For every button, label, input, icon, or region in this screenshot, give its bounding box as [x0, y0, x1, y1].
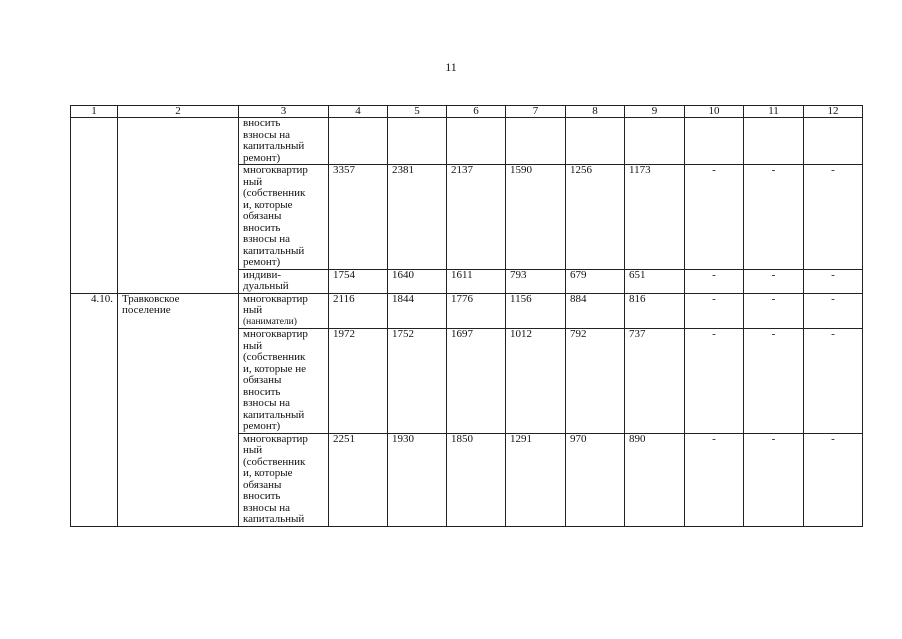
- housing-type-line: ный: [243, 304, 263, 316]
- housing-type-line: взносы на: [243, 501, 290, 514]
- value-cell: [685, 118, 744, 165]
- value-cell: 1850: [447, 433, 506, 526]
- value-cell: -: [685, 433, 744, 526]
- housing-type-cell: [239, 269, 329, 293]
- table-row: [71, 118, 863, 165]
- value-cell: 1590: [506, 165, 566, 270]
- column-header: 1: [71, 106, 118, 118]
- row-number-cell: [71, 118, 118, 294]
- value-cell: 1611: [447, 269, 506, 293]
- value-cell: [388, 118, 447, 165]
- value-cell: 1256: [566, 165, 625, 270]
- value-cell: 1972: [329, 329, 388, 434]
- value-cell: -: [685, 293, 744, 329]
- housing-type-line: индиви-: [243, 268, 282, 281]
- housing-type-line: (собственник: [243, 455, 306, 468]
- housing-type-line: ный: [243, 339, 263, 352]
- value-cell: [625, 118, 685, 165]
- value-cell: -: [804, 165, 863, 270]
- value-cell: 2381: [388, 165, 447, 270]
- value-cell: -: [685, 165, 744, 270]
- value-cell: -: [744, 269, 804, 293]
- column-header: 2: [118, 106, 239, 118]
- value-cell: -: [804, 269, 863, 293]
- page-number: 11: [445, 60, 457, 74]
- housing-type-line: ный: [243, 175, 263, 188]
- value-cell: 2116: [329, 293, 388, 329]
- housing-type-cell: [239, 329, 329, 434]
- value-cell: -: [804, 433, 863, 526]
- table-row: [71, 293, 863, 329]
- housing-type-line: ремонт): [243, 256, 281, 268]
- housing-type-line: взносы на: [243, 128, 290, 141]
- value-cell: 884: [566, 293, 625, 329]
- value-cell: -: [744, 165, 804, 270]
- housing-type-line: вносить: [243, 490, 281, 502]
- housing-type-line: вносить: [243, 385, 281, 398]
- settlement-cell: [118, 293, 239, 526]
- housing-type-line: ремонт): [243, 420, 281, 432]
- housing-type-line: ремонт): [243, 151, 281, 164]
- housing-type-note: (наниматели): [243, 316, 297, 327]
- settlement-cell: [118, 118, 239, 294]
- value-cell: 679: [566, 269, 625, 293]
- housing-type-line: обязаны: [243, 374, 282, 386]
- housing-type-line: обязаны: [243, 478, 282, 491]
- column-header: 8: [566, 106, 625, 118]
- value-cell: 1640: [388, 269, 447, 293]
- value-cell: [329, 118, 388, 165]
- column-header: 9: [625, 106, 685, 118]
- value-cell: 1291: [506, 433, 566, 526]
- column-header: 7: [506, 106, 566, 118]
- housing-type-cell: [239, 118, 329, 165]
- value-cell: [506, 118, 566, 165]
- column-header: 6: [447, 106, 506, 118]
- value-cell: [566, 118, 625, 165]
- value-cell: -: [744, 293, 804, 329]
- value-cell: 1930: [388, 433, 447, 526]
- housing-type-line: многоквартир: [243, 328, 308, 340]
- housing-type-line: многоквартир: [243, 292, 308, 305]
- housing-type-line: дуальный: [243, 280, 289, 292]
- value-cell: -: [744, 329, 804, 434]
- value-cell: 1752: [388, 329, 447, 434]
- column-header: 12: [804, 106, 863, 118]
- column-header: 5: [388, 106, 447, 118]
- value-cell: 1697: [447, 329, 506, 434]
- housing-type-cell: [239, 165, 329, 270]
- tariff-table: [70, 105, 863, 527]
- value-cell: 890: [625, 433, 685, 526]
- housing-type-line: (собственник: [243, 187, 306, 199]
- value-cell: 1844: [388, 293, 447, 329]
- housing-type-line: капитальный: [243, 513, 305, 525]
- housing-type-line: капитальный: [243, 408, 305, 421]
- housing-type-line: ный: [243, 444, 263, 456]
- row-number-cell: 4.10.: [71, 293, 118, 526]
- value-cell: 792: [566, 329, 625, 434]
- value-cell: 737: [625, 329, 685, 434]
- housing-type-line: многоквартир: [243, 432, 308, 445]
- value-cell: 1776: [447, 293, 506, 329]
- value-cell: -: [685, 329, 744, 434]
- housing-type-cell: [239, 433, 329, 526]
- value-cell: -: [744, 433, 804, 526]
- column-header: 3: [239, 106, 329, 118]
- housing-type-line: (собственник: [243, 351, 306, 363]
- value-cell: -: [685, 269, 744, 293]
- housing-type-line: и, которые: [243, 198, 293, 211]
- column-header: 10: [685, 106, 744, 118]
- value-cell: -: [804, 293, 863, 329]
- housing-type-line: и, которые: [243, 467, 293, 479]
- housing-type-line: вносить: [243, 117, 281, 129]
- value-cell: 2251: [329, 433, 388, 526]
- value-cell: 793: [506, 269, 566, 293]
- value-cell: 1173: [625, 165, 685, 270]
- value-cell: 651: [625, 269, 685, 293]
- column-header: 11: [744, 106, 804, 118]
- value-cell: 1754: [329, 269, 388, 293]
- column-number-row: [71, 106, 863, 118]
- value-cell: [744, 118, 804, 165]
- housing-type-line: капитальный: [243, 140, 305, 152]
- housing-type-line: капитальный: [243, 244, 305, 257]
- value-cell: [447, 118, 506, 165]
- housing-type-cell: [239, 293, 329, 329]
- value-cell: [804, 118, 863, 165]
- value-cell: 970: [566, 433, 625, 526]
- housing-type-line: и, которые не: [243, 362, 306, 375]
- housing-type-line: взносы на: [243, 397, 290, 409]
- settlement-line: поселение: [122, 304, 171, 316]
- housing-type-line: вносить: [243, 221, 281, 234]
- column-header: 4: [329, 106, 388, 118]
- settlement-line: Травковское: [122, 292, 180, 305]
- value-cell: -: [804, 329, 863, 434]
- housing-type-line: взносы на: [243, 233, 290, 245]
- value-cell: 1012: [506, 329, 566, 434]
- housing-type-line: обязаны: [243, 210, 282, 222]
- value-cell: 1156: [506, 293, 566, 329]
- value-cell: 816: [625, 293, 685, 329]
- value-cell: 2137: [447, 165, 506, 270]
- value-cell: 3357: [329, 165, 388, 270]
- housing-type-line: многоквартир: [243, 164, 308, 176]
